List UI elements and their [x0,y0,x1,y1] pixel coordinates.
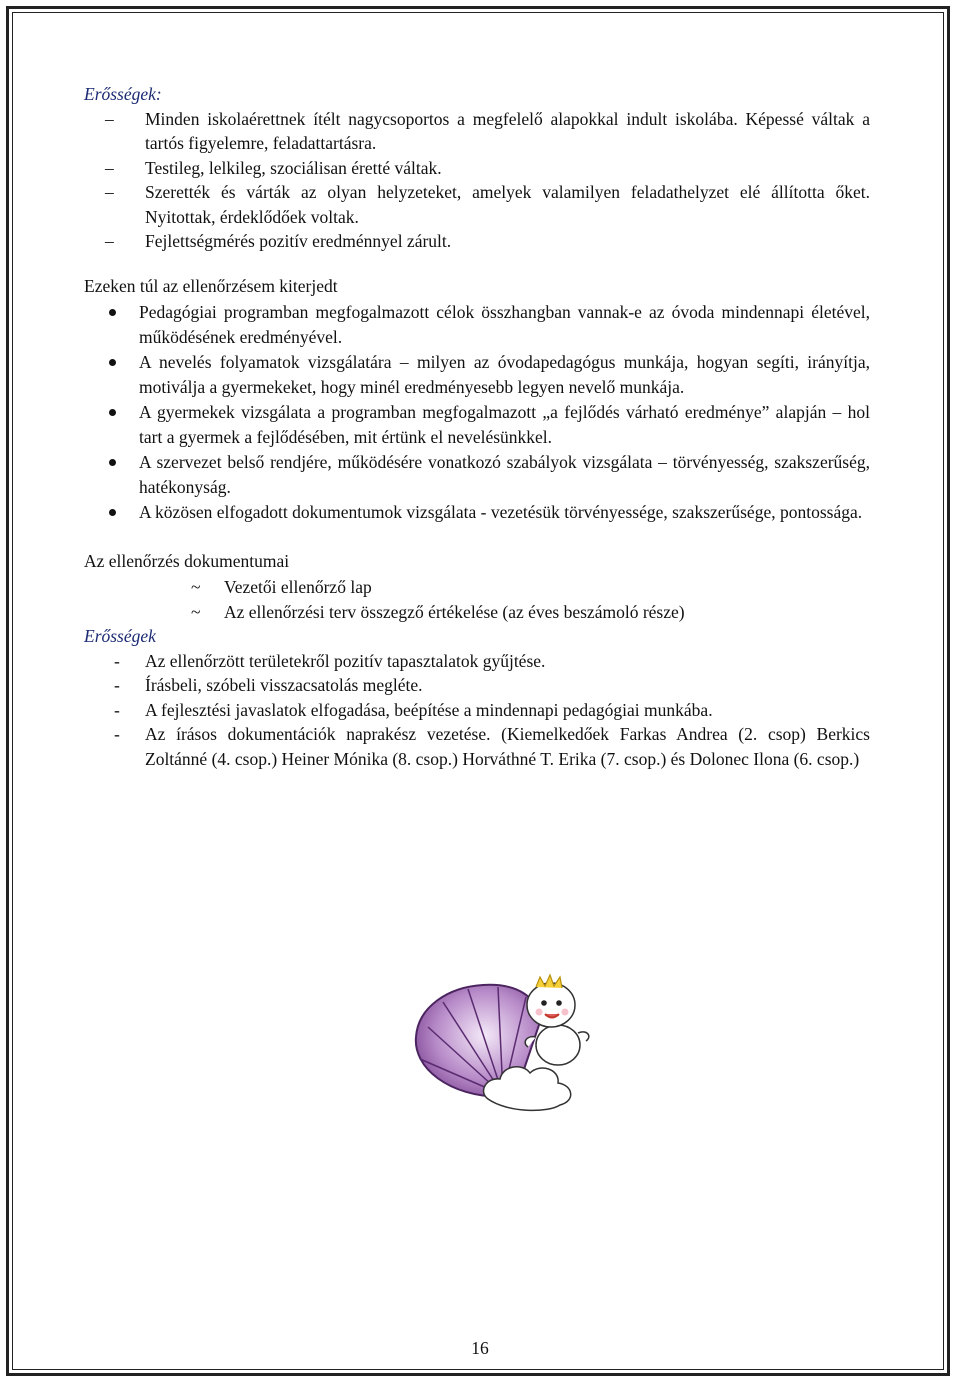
list-item: – Testileg, lelkileg, szociálisan éretté váltak. [105,157,442,178]
list-item: A szervezet belső rendjére, működésére vonatkozó szabályok vizsgálata – törvényesség, szakszerűség, hatékonyság. [139,450,870,499]
list-item: Pedagógiai programban megfogalmazott célok összhangban vannak-e az óvoda mindennapi életével, működésének eredményével. [139,300,870,349]
strengths-heading-1: Erősségek: [84,84,162,104]
strengths-list-2 [84,649,870,772]
list-item: – Fejlettségmérés pozitív eredménnyel zárult. [105,231,452,251]
list-item: ~ Vezetői ellenőrző lap [191,577,372,597]
bullet-icon [109,509,116,516]
scope-bullet-list [84,300,870,525]
strengths-list-1 [84,107,870,254]
bullet-icon [109,359,116,366]
strengths-heading-2: Erősségek [84,626,156,646]
bullet-icon [109,459,116,466]
list-item: – Minden iskolaérettnek ítélt nagycsoportos a megfelelő alapokkal indult iskolába. Képessé váltak a tartós figyelemre, feladattartásra. [105,108,870,153]
shell-character-illustration-icon [408,967,598,1117]
list-item: - Írásbeli, szóbeli visszacsatolás megléte. [114,675,423,695]
bullet-icon [109,309,116,316]
page-content [84,82,870,771]
list-item: - Az ellenőrzött területekről pozitív tapasztalatok gyűjtése. [114,650,546,671]
list-item: - A fejlesztési javaslatok elfogadása, beépítése a mindennapi pedagógiai munkába. [114,699,713,720]
list-item: - Az írásos dokumentációk naprakész vezetése. (Kiemelkedőek Farkas Andrea (2. csop) Berkics Zoltánné (4. csop.) Heiner Mónika (8. csop.) Horváthné T. Erika (7. csop.) és Dolonec Ilona (6. csop.) [114,724,870,769]
documents-list [84,575,870,624]
list-item: A gyermekek vizsgálata a programban megfogalmazott „a fejlődés várható eredménye” alapján – hol tart a gyermek a fejlődésében, mit értünk el nevelésünkkel. [139,400,870,449]
documents-heading: Az ellenőrzés dokumentumai [84,550,290,571]
list-item: ~ Az ellenőrzési terv összegző értékelése (az éves beszámoló része) [191,601,685,622]
list-item: – Szerették és várták az olyan helyzeteket, amelyek valamilyen feladathelyzet elé állította őket. Nyitottak, érdeklődőek voltak. [105,182,870,227]
list-item: A nevelés folyamatok vizsgálatára – milyen az óvodapedagógus munkája, hogyan segíti, irányítja, motiválja a gyermekeket, hogy minél eredményesebb legyen nevelő munkája. [139,350,870,399]
scope-intro: Ezeken túl az ellenőrzésem kiterjedt [84,275,338,296]
bullet-icon [109,409,116,416]
page-number: 16 [471,1338,489,1358]
list-item: A közösen elfogadott dokumentumok vizsgálata - vezetésük törvényessége, szakszerűsége, pontossága. [139,500,870,525]
